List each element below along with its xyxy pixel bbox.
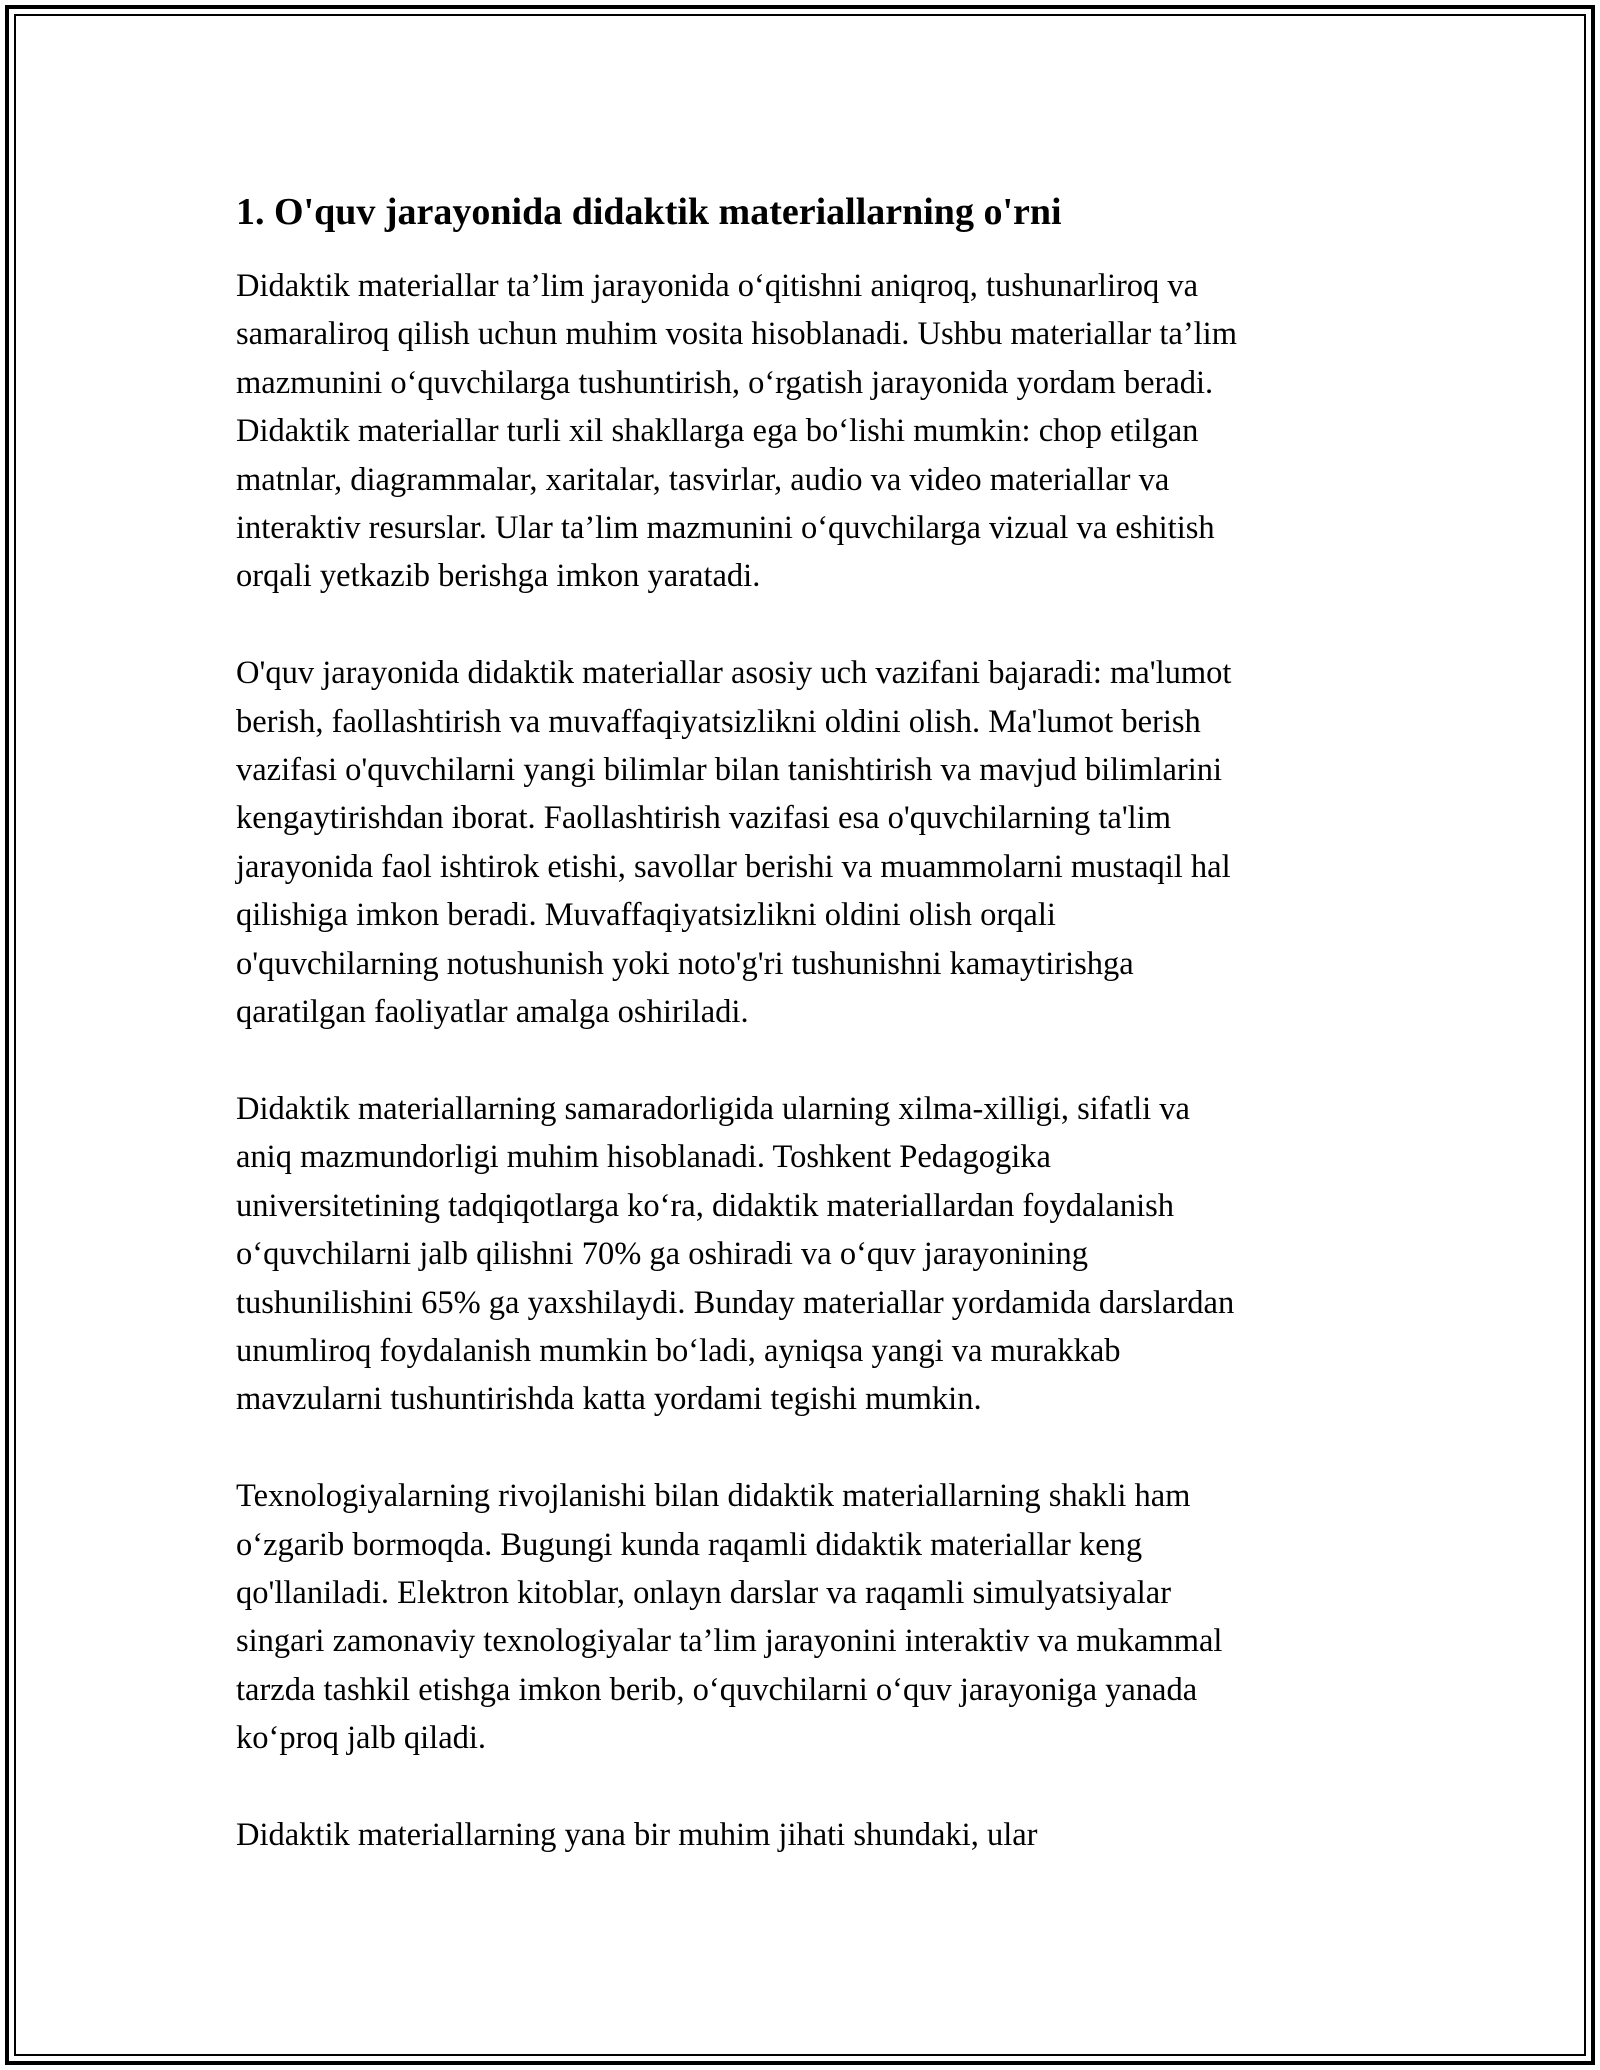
text-line: tarzda tashkil etishga imkon berib, o‘quvchilarni o‘quv jarayoniga yanada <box>236 1671 1198 1708</box>
text-line: mazmunini o‘quvchilarga tushuntirish, o‘rgatish jarayonida yordam beradi. <box>236 364 1214 401</box>
text-line: Didaktik materiallar ta’lim jarayonida o‘qitishni aniqroq, tushunarliroq va <box>236 268 1199 304</box>
text-line: o‘zgarib bormoqda. Bugungi kunda raqamli didaktik materiallar keng <box>236 1526 1143 1563</box>
text-line: matnlar, diagrammalar, xaritalar, tasvirlar, audio va video materiallar va <box>236 461 1170 498</box>
text-line: Didaktik materiallarning samaradorligida ularning xilma-xilligi, sifatli va <box>236 1090 1190 1127</box>
text-line: Didaktik materiallarning yana bir muhim jihati shundaki, ular <box>236 1816 1038 1853</box>
text-line: qilishiga imkon beradi. Muvaffaqiyatsizlikni oldini olish orqali <box>236 897 1056 934</box>
text-line: singari zamonaviy texnologiyalar ta’lim jarayonini interaktiv va mukammal <box>236 1623 1223 1660</box>
paragraph-1 <box>236 262 1376 601</box>
text-line: samaraliroq qilish uchun muhim vosita hisoblanadi. Ushbu materiallar ta’lim <box>236 316 1237 353</box>
text-line: berish, faollashtirish va muvaffaqiyatsizlikni oldini olish. Ma'lumot berish <box>236 703 1201 740</box>
text-line: qaratilgan faoliyatlar amalga oshiriladi. <box>236 994 749 1031</box>
paragraph-3 <box>236 1085 1376 1424</box>
text-line: interaktiv resurslar. Ular ta’lim mazmunini o‘quvchilarga vizual va eshitish <box>236 510 1215 547</box>
text-line: o‘quvchilarni jalb qilishni 70% ga oshiradi va o‘quv jarayonining <box>236 1236 1089 1273</box>
text-line: jarayonida faol ishtirok etishi, savollar berishi va muammolarni mustaqil hal <box>236 848 1231 885</box>
text-line: o'quvchilarning notushunish yoki noto'g'ri tushunishni kamaytirishga <box>236 945 1134 982</box>
text-line: ko‘proq jalb qiladi. <box>236 1720 487 1757</box>
text-line: Texnologiyalarning rivojlanishi bilan didaktik materiallarning shakli ham <box>236 1478 1191 1515</box>
text-line: qo'llaniladi. Elektron kitoblar, onlayn darslar va raqamli simulyatsiyalar <box>236 1574 1172 1611</box>
paragraph-5 <box>236 1811 1376 1859</box>
section-heading: 1. O'quv jarayonida didaktik materiallarning o'rni <box>236 191 1062 233</box>
text-line: vazifasi o'quvchilarni yangi bilimlar bilan tanishtirish va mavjud bilimlarini <box>236 752 1223 789</box>
text-line: tushunilishini 65% ga yaxshilaydi. Bunday materiallar yordamida darslardan <box>236 1284 1235 1321</box>
text-line: Didaktik materiallar turli xil shakllarga ega bo‘lishi mumkin: chop etilgan <box>236 413 1199 450</box>
paragraph-4 <box>236 1472 1376 1762</box>
text-line: universitetining tadqiqotlarga ko‘ra, didaktik materiallardan foydalanish <box>236 1187 1175 1224</box>
text-line: unumliroq foydalanish mumkin bo‘ladi, ayniqsa yangi va murakkab <box>236 1332 1121 1369</box>
text-line: orqali yetkazib berishga imkon yaratadi. <box>236 558 761 595</box>
text-line: aniq mazmundorligi muhim hisoblanadi. Toshkent Pedagogika <box>236 1139 1051 1176</box>
text-line: kengaytirishdan iborat. Faollashtirish vazifasi esa o'quvchilarning ta'lim <box>236 800 1172 837</box>
paragraph-2 <box>236 649 1376 1036</box>
text-line: O'quv jarayonida didaktik materiallar asosiy uch vazifani bajaradi: ma'lumot <box>236 655 1232 692</box>
text-line: mavzularni tushuntirishda katta yordami tegishi mumkin. <box>236 1381 982 1418</box>
document-body <box>236 188 1376 1908</box>
